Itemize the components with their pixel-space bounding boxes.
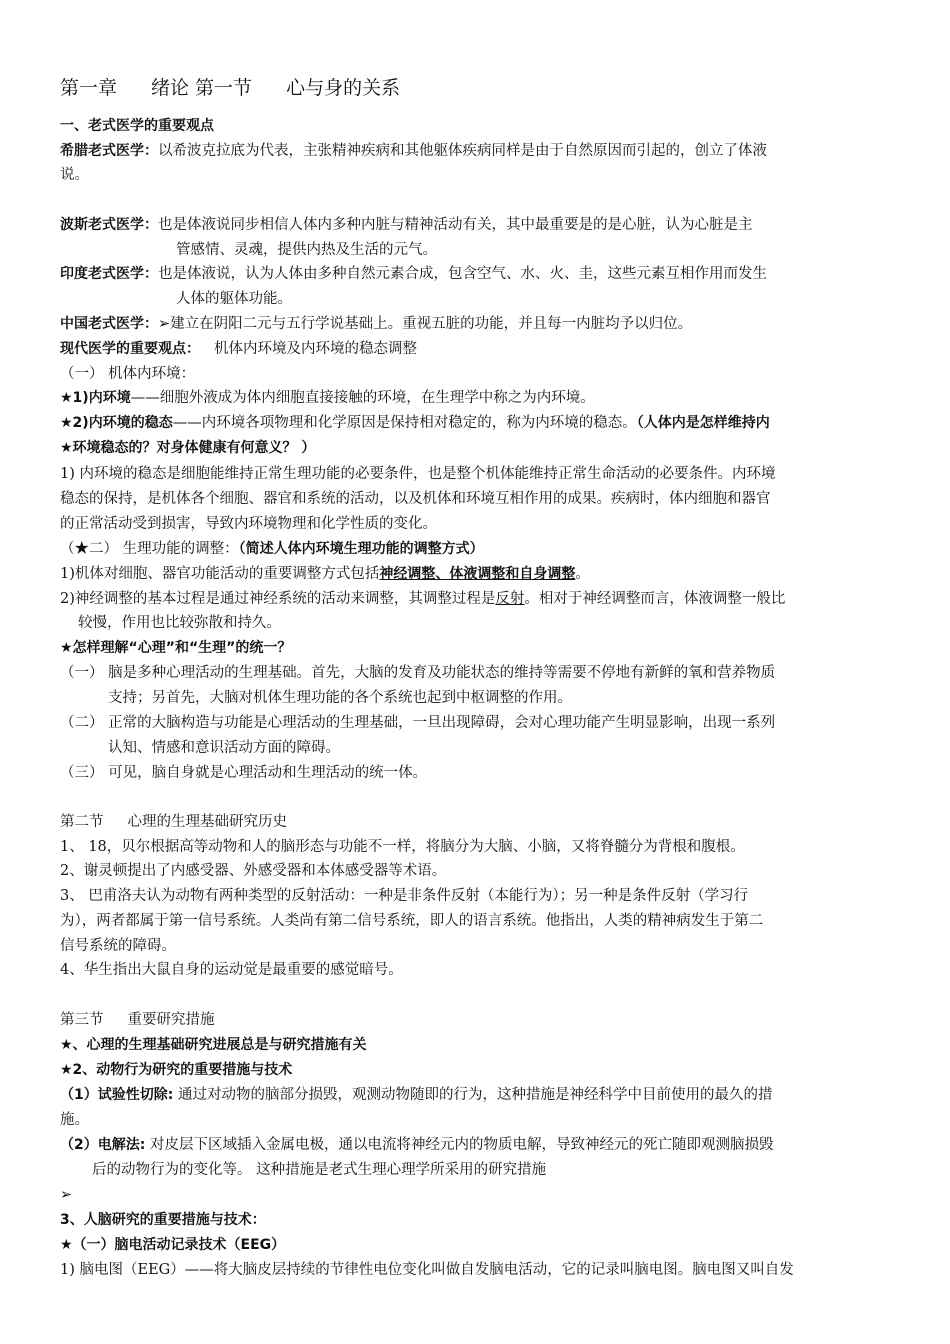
history-item-3-cont2: 信号系统的障碍。	[60, 938, 176, 954]
paragraph-regulation-2-cont: 较慢，作用也比较弥散和持久。	[78, 615, 281, 631]
section-2-heading: 第二节 心理的生理基础研究历史	[60, 814, 287, 830]
eeg-paragraph: 1) 脑电图（EEG）——将大脑皮层持续的节律性电位变化叫做自发脑电活动，它的记录叫脑电图。脑电图又叫自发	[60, 1262, 794, 1278]
star-research-methods: ★、心理的生理基础研究进展总是与研究措施有关	[60, 1037, 367, 1053]
paragraph-regulation-1: 1)机体对细胞、器官功能活动的重要调整方式包括神经调整、体液调整和自身调整。	[60, 566, 590, 582]
paragraph-homeostasis-3: 的正常活动受到损害，导致内环境物理和化学性质的变化。	[60, 516, 437, 532]
star-homeostasis-question: ★环境稳态的？对身体健康有何意义？ ）	[60, 440, 316, 456]
answer-2-cont: 认知、情感和意识活动方面的障碍。	[108, 740, 340, 756]
paragraph-india: 印度老式医学：也是体液说，认为人体由多种自然元素合成，包含空气、水、火、圭，这些元素互相作用而发生	[60, 266, 767, 282]
section-3-heading: 第三节 重要研究措施	[60, 1012, 215, 1028]
history-item-2: 2、谢灵顿提出了内感受器、外感受器和本体感受器等术语。	[60, 863, 447, 879]
paragraph-persian: 波斯老式医学：也是体液说同步相信人体内多种内脏与精神活动有关，其中最重要是的是心脏，认为心脏是主	[60, 217, 753, 233]
subheading-regulation: （★二） 生理功能的调整：（简述人体内环境生理功能的调整方式）	[60, 541, 484, 557]
answer-3: （三） 可见，脑自身就是心理活动和生理活动的统一体。	[60, 765, 428, 781]
paragraph-regulation-2: 2)神经调整的基本过程是通过神经系统的活动来调整，其调整过程是反射。相对于神经调整而言，体液调整一般比	[60, 591, 786, 607]
eeg-heading: ★（一）脑电活动记录技术（EEG）	[60, 1237, 286, 1253]
paragraph-modern: 现代医学的重要观点： 机体内环境及内环境的稳态调整	[60, 341, 417, 357]
history-item-3: 3、 巴甫洛夫认为动物有两种类型的反射活动：一种是非条件反射（本能行为）；另一种是条件反射（学习行	[60, 888, 749, 904]
paragraph-greek-cont: 说。	[60, 167, 89, 183]
answer-1: （一） 脑是多种心理活动的生理基础。首先，大脑的发育及功能状态的维持等需要不停地有新鲜的氧和营养物质	[60, 665, 776, 681]
section-heading: 一、老式医学的重要观点	[60, 118, 214, 134]
answer-1-cont: 支持；另首先，大脑对机体生理功能的各个系统也起到中枢调整的作用。	[108, 690, 572, 706]
history-item-3-cont: 为），两者都属于第一信号系统。人类尚有第二信号系统，即人的语言系统。他指出，人类的精神病发生于第二	[60, 913, 764, 929]
arrow-bullet: ➢	[60, 1187, 73, 1203]
star-homeostasis: ★2)内环境的稳态——内环境各项物理和化学原因是保持相对稳定的，称为内环境的稳态。（人体内是怎样维持内	[60, 415, 770, 431]
paragraph-homeostasis-2: 稳态的保持，是机体各个细胞、器官和系统的活动，以及机体和环境互相作用的成果。疾病时，体内细胞和器官	[60, 491, 771, 507]
method-electrolysis: （2）电解法: 对皮层下区域插入金属电极，通以电流将神经元内的物质电解，导致神经元的死亡随即观测脑损毁	[60, 1137, 774, 1153]
subheading-internal-env: （一） 机体内环境：	[60, 366, 196, 382]
history-item-4: 4、华生指出大鼠自身的运动觉是最重要的感觉暗号。	[60, 962, 403, 978]
paragraph-greek: 希腊老式医学：以希波克拉底为代表，主张精神疾病和其他躯体疾病同样是由于自然原因而引起的，创立了体液	[60, 143, 767, 159]
method-ablation: （1）试验性切除: 通过对动物的脑部分损毁，观测动物随即的行为，这种措施是神经科学中目前使用的最久的措	[60, 1087, 773, 1103]
star-internal-env: ★1)内环境——细胞外液成为体内细胞直接接触的环境，在生理学中称之为内环境。	[60, 390, 595, 406]
paragraph-india-cont: 人体的躯体功能。	[176, 291, 292, 307]
chapter-title: 第一章 绪论 第一节 心与身的关系	[60, 77, 401, 99]
paragraph-china: 中国老式医学：➢建立在阴阳二元与五行学说基础上。重视五脏的功能，并且每一内脏均予以归位。	[60, 316, 693, 332]
answer-2: （二） 正常的大脑构造与功能是心理活动的生理基础，一旦出现障碍，会对心理功能产生明显影响，出现一系列	[60, 715, 776, 731]
paragraph-homeostasis: 1) 内环境的稳态是细胞能维持正常生理功能的必要条件，也是整个机体能维持正常生命活动的必要条件。内环境	[60, 466, 776, 482]
method-ablation-cont: 施。	[60, 1112, 89, 1128]
question-heading: ★怎样理解“心理”和“生理”的统一？	[60, 640, 292, 656]
human-brain-heading: 3、人脑研究的重要措施与技术：	[60, 1212, 266, 1228]
paragraph-persian-cont: 管感情、灵魂，提供内热及生活的元气。	[176, 242, 437, 258]
star-animal-methods: ★2、动物行为研究的重要措施与技术	[60, 1062, 293, 1078]
history-item-1: 1、 18，贝尔根据高等动物和人的脑形态与功能不一样，将脑分为大脑、小脑，又将脊髓分为背根和腹根。	[60, 839, 745, 855]
method-electrolysis-cont: 后的动物行为的变化等。 这种措施是老式生理心理学所采用的研究措施	[92, 1162, 547, 1178]
